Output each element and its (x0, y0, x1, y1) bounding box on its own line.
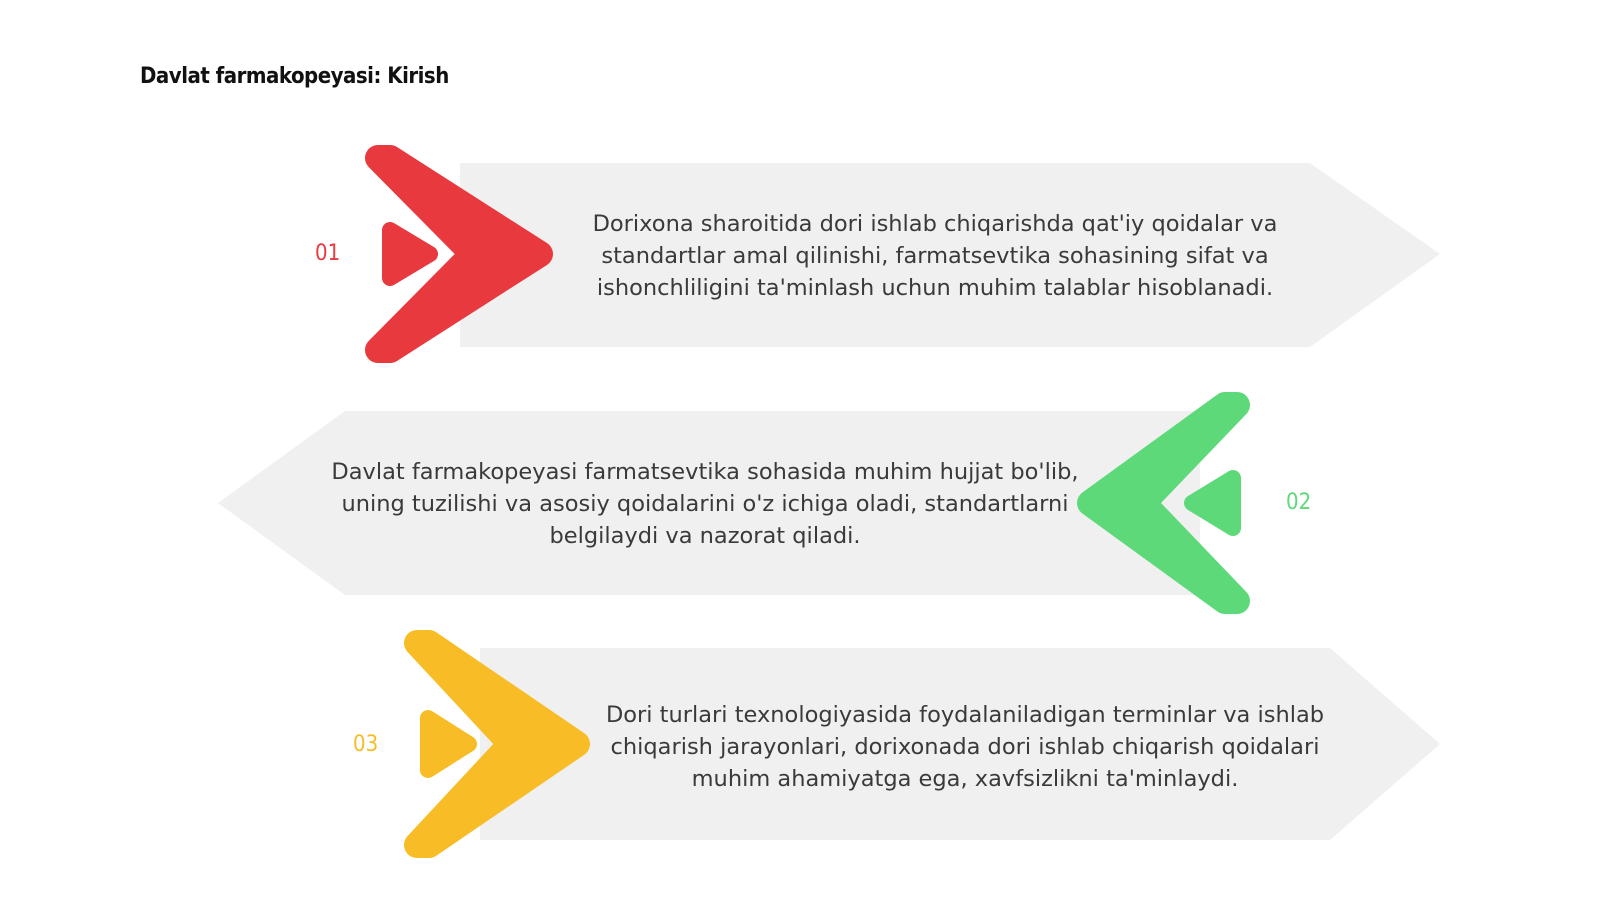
item-1-text: Dorixona sharoitida dori ishlab chiqarishda qat'iy qoidalar va standartlar amal qilinishi, farmatsevtika sohasining sifat va ishonchliligini ta'minlash uchun muhim talablar hisoblanadi. (592, 211, 1278, 301)
item-2-number: 02 (1286, 490, 1312, 515)
slide-title: Davlat farmakopeyasi: Kirish (140, 64, 449, 89)
item-2-text: Davlat farmakopeyasi farmatsevtika sohasida muhim hujjat bo'lib, uning tuzilishi va asosiy qoidalarini o'z ichiga oladi, standartlarni belgilaydi va nazorat qiladi. (331, 459, 1079, 549)
item-3-text: Dori turlari texnologiyasida foydalaniladigan terminlar va ishlab chiqarish jarayonlari, dorixonada dori ishlab chiqarish qoidalari muhim ahamiyatga ega, xavfsizlikni ta'minlaydi. (605, 702, 1325, 792)
item-1-number: 01 (315, 241, 341, 266)
item-3-number: 03 (353, 732, 379, 757)
